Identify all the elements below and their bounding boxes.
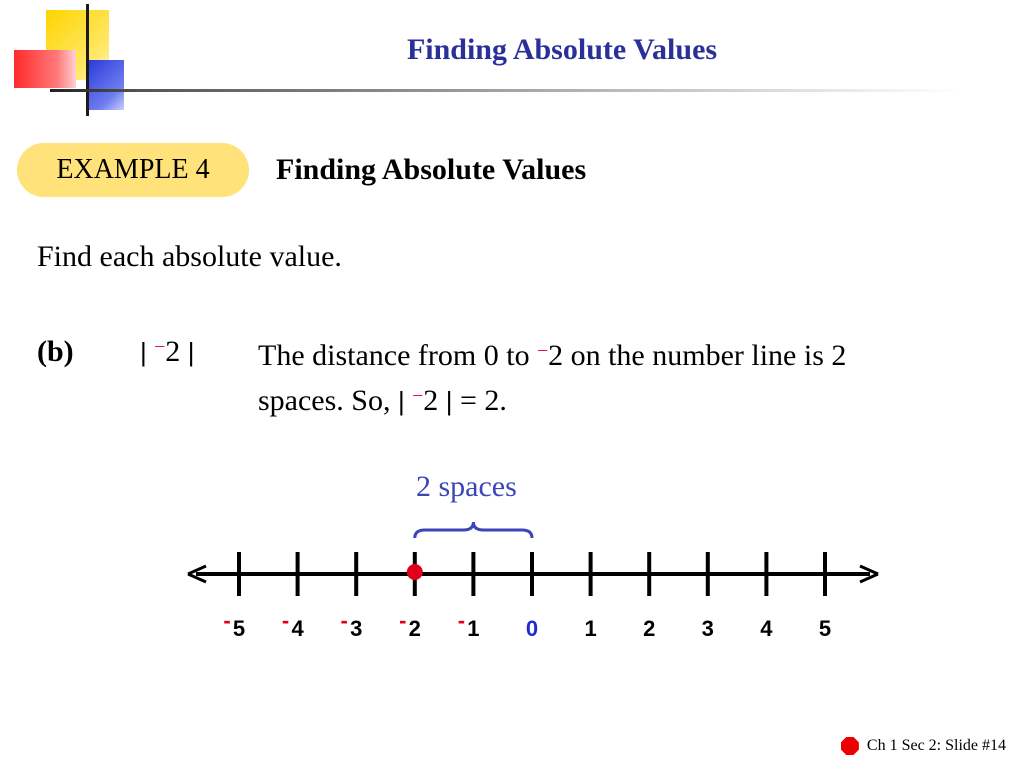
abs-bar-left: | [397,386,405,416]
abs-bar-left: | [140,337,147,367]
explanation-line2-before: spaces. So, [258,384,398,417]
part-label: (b) [37,335,74,368]
example-heading: Finding Absolute Values [276,153,587,186]
instruction-text: Find each absolute value. [37,240,342,273]
tick-label: 2 [643,616,656,641]
abs-bar-right: | [187,337,195,367]
negative-sign: – [538,339,548,359]
expression-value: 2 [165,335,181,368]
slide-number: Ch 1 Sec 2: Slide #14 [866,737,1006,754]
tick-label: 5 [232,616,246,641]
tick-label: 2 [408,616,421,641]
tick-sign: - [457,608,466,633]
tick-sign: - [340,608,348,633]
tick-label: 0 [525,616,539,641]
curly-brace [415,522,532,538]
stop-icon[interactable] [841,737,859,755]
explanation-line1-before: The distance from 0 to [258,339,538,372]
tick-sign: - [281,608,290,633]
tick-sign: - [399,608,407,633]
negative-sign: – [413,384,423,404]
tick-label: 4 [291,616,304,641]
tick-label: 4 [760,616,773,641]
tick-label: 1 [584,616,597,641]
marked-point [407,564,423,580]
explanation-line2-after: = 2. [452,384,507,417]
brace-label: 2 spaces [416,470,517,503]
slide-footer [841,737,1006,755]
tick-label: 1 [467,616,480,641]
abs-bar-right: | [445,386,453,416]
tick-label: 3 [350,616,363,641]
tick-label: 5 [818,616,832,641]
explanation-value: 2 [423,384,439,417]
example-badge: EXAMPLE 4 [17,143,249,197]
tick-label: 3 [701,616,714,641]
tick-sign: - [223,608,231,633]
explanation-line1-after: 2 on the number line is 2 [548,339,847,372]
slide-title: Finding Absolute Values [406,33,718,66]
negative-sign: – [155,335,165,355]
